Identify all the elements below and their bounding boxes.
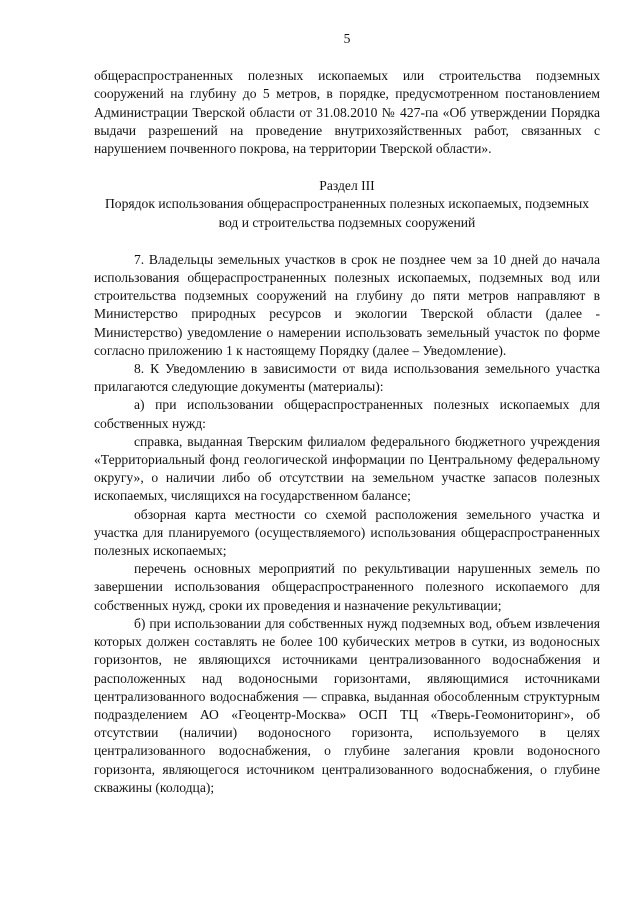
page-number: 5 — [343, 31, 351, 46]
item-recultivation-list: перечень основных мероприятий по рекультивации нарушенных земель по завершении использования общераспространенного полезного ископаемого для собственных нужд, сроки их проведения и назначение рекультивации; — [94, 561, 600, 613]
section-heading: Раздел III — [319, 178, 375, 194]
item-reference-certificate: справка, выданная Тверским филиалом федерального бюджетного учреждения «Территориальный фонд геологической информации по Центральному федеральному округу», о наличии либо об отсутствии на земельном участке запасов полезных ископаемых, числящихся на государственном балансе; — [94, 433, 600, 504]
paragraph-7: 7. Владельцы земельных участков в срок не позднее чем за 10 дней до начала использования общераспространенных полезных ископаемых, подземных вод или строительства подземных сооружений на глубину до пяти метров направляют в Министерство природных ресурсов и экологии Тверской области (далее - Министерство) уведомление о намерении использовать земельный участок по форме согласно приложению 1 к настоящему Порядку (далее – Уведомление). — [94, 251, 600, 358]
paragraph-8: 8. К Уведомлению в зависимости от вида использования земельного участка прилагаются следующие документы (материалы): — [94, 361, 600, 395]
subitem-a: а) при использовании общераспространенных полезных ископаемых для собственных нужд: — [94, 397, 600, 431]
document-page — [94, 30, 600, 797]
item-overview-map: обзорная карта местности со схемой расположения земельного участка и участка для планируемого (осуществляемого) использования общераспространенных полезных ископаемых; — [94, 506, 600, 559]
section-title: Порядок использования общераспространенных полезных ископаемых, подземных вод и строительства подземных сооружений — [104, 196, 590, 230]
intro-paragraph: общераспространенных полезных ископаемых или строительства подземных сооружений на глубину до 5 метров, в порядке, предусмотренном постановлением Администрации Тверской области от 31.08.2010 № 427-па «Об утверждении Порядка выдачи разрешений на проведение внутрихозяйственных работ, связанных с нарушением почвенного покрова, на территории Тверской области». — [94, 68, 600, 157]
subitem-b: б) при использовании для собственных нужд подземных вод, объем извлечения которых должен составлять не более 100 кубических метров в сутки, из водоносных горизонтов, не являющихся источниками централизованного водоснабжения и расположенных над водоносными горизонтами, являющимися источниками централизованного водоснабжения — справка, выданная обособленным структурным подразделением АО «Геоцентр-Москва» ОСП ТЦ «Тверь-Геомониторинг», об отсутствии (наличии) водоносного горизонта, используемого в целях централизованного водоснабжения, о глубине залегания кровли водоносного горизонта, являющегося источником централизованного водоснабжения, о глубине скважины (колодца); — [94, 615, 600, 795]
